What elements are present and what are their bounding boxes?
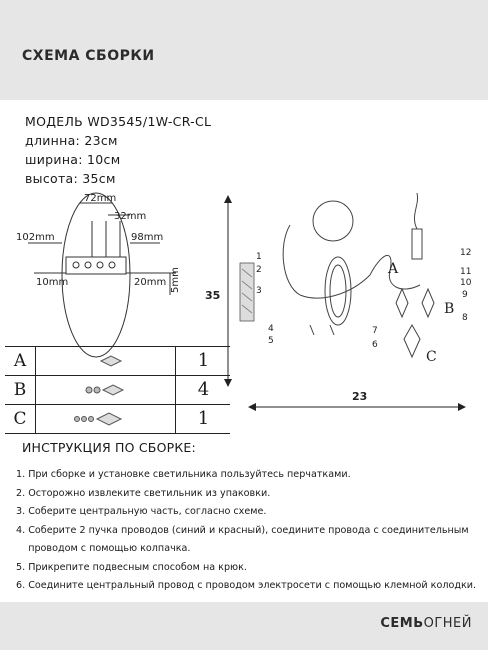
- crystal-a-icon: [67, 352, 147, 370]
- specs-block: [25, 112, 211, 188]
- part-qty: 1: [175, 405, 231, 433]
- parts-row: [5, 405, 230, 434]
- crystal-b-icon: [67, 381, 147, 399]
- parts-row: [5, 346, 230, 376]
- instruction-step: 3. Соберите центральную часть, согласно схеме.: [16, 506, 267, 517]
- callout-2: 2: [256, 265, 262, 275]
- part-qty: 1: [175, 347, 231, 375]
- dim-20: 20mm: [134, 277, 167, 288]
- height-line: высота: 35см: [25, 171, 116, 186]
- callout-4: 4: [268, 324, 274, 334]
- callout-8: 8: [462, 313, 468, 323]
- brand-light: ОГНЕЙ: [423, 616, 472, 631]
- letter-c: C: [426, 349, 437, 365]
- callout-12: 12: [460, 248, 472, 258]
- dim-102: 102mm: [16, 232, 55, 243]
- fixture-sketch: [283, 193, 434, 357]
- letter-a: A: [388, 261, 399, 277]
- callout-9: 9: [462, 290, 468, 300]
- part-letter: C: [5, 405, 36, 433]
- part-qty: 4: [175, 376, 231, 404]
- callout-1: 1: [256, 252, 262, 262]
- height-dimension: 35: [205, 289, 221, 302]
- dim-5: 5mm: [170, 267, 181, 293]
- brand-bold: СЕМЬ: [380, 616, 424, 631]
- part-letter: B: [5, 376, 36, 404]
- footer-band: [0, 602, 488, 650]
- header-band: [0, 0, 488, 100]
- brand-logo: [380, 616, 472, 631]
- part-letter: A: [5, 347, 36, 375]
- dim-10: 10mm: [36, 277, 69, 288]
- callout-3: 3: [256, 286, 262, 296]
- instruction-step: проводом с помощью колпачка.: [16, 543, 191, 554]
- width-line: ширина: 10см: [25, 152, 121, 167]
- instruction-step: 4. Соберите 2 пучка проводов (синий и красный), соедините провода с соединительным: [16, 524, 469, 536]
- instructions-list: [16, 466, 476, 596]
- dim-72: 72mm: [84, 193, 117, 204]
- letter-b: B: [444, 301, 455, 317]
- model-line: МОДЕЛЬ WD3545/1W-CR-CL: [25, 114, 212, 129]
- width-dimension: 23: [352, 390, 368, 403]
- parts-table: [5, 346, 230, 434]
- mounting-plate-diagram: [16, 193, 181, 357]
- callout-7: 7: [372, 326, 378, 336]
- instruction-step: 2. Осторожно извлеките светильник из упаковки.: [16, 487, 271, 499]
- instruction-step: 6. Соедините центральный провод с проводом электросети с помощью клемной колодки.: [16, 580, 477, 591]
- crystal-c-icon: [67, 410, 147, 428]
- callout-11: 11: [460, 267, 472, 277]
- length-line: длинна: 23см: [25, 133, 118, 148]
- instruction-step: 1. При сборке и установке светильника пользуйтесь перчатками.: [16, 469, 351, 480]
- callout-10: 10: [460, 278, 472, 288]
- callout-6: 6: [372, 340, 378, 350]
- parts-row: [5, 376, 230, 405]
- dim-98: 98mm: [131, 232, 164, 243]
- dim-32: 32mm: [114, 211, 147, 222]
- page-title: СХЕМА СБОРКИ: [22, 48, 155, 64]
- instructions-title: ИНСТРУКЦИЯ ПО СБОРКЕ:: [22, 440, 196, 455]
- callout-labels: [256, 248, 472, 365]
- instruction-step: 5. Прикрепите подвесным способом на крюк.: [16, 561, 247, 573]
- callout-5: 5: [268, 336, 274, 346]
